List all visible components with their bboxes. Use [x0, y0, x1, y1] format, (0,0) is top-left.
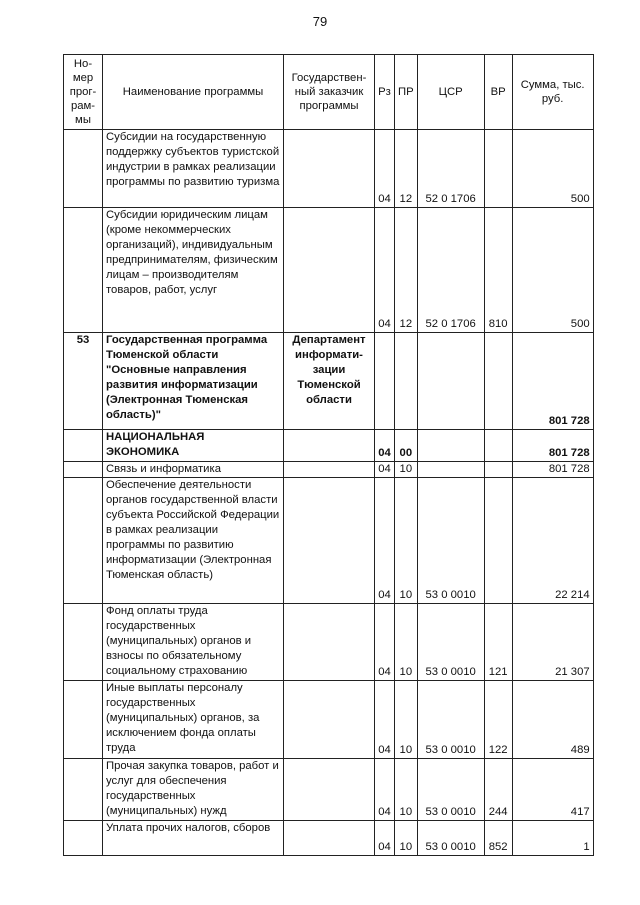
header-program-number: Но-мер прог-рам-мы: [64, 55, 103, 130]
row-csr: 52 0 1706: [417, 130, 484, 208]
row-customer: [284, 604, 375, 681]
header-csr: ЦСР: [417, 55, 484, 130]
header-rz: Рз: [375, 55, 395, 130]
row-program-number: 53: [64, 333, 103, 430]
row-customer: Департамент информати-зации Тюменской области: [284, 333, 375, 430]
row-csr: 53 0 0010: [417, 478, 484, 604]
row-rz: 04: [375, 759, 395, 821]
row-program-name: Иные выплаты персоналу государственных (муниципальных) органов, за исключением фонда оплаты труда: [103, 681, 284, 759]
row-vr: 121: [484, 604, 512, 681]
row-vr: [484, 478, 512, 604]
header-program-name: Наименование программы: [103, 55, 284, 130]
row-program-number: [64, 208, 103, 333]
table-row-program: [64, 333, 594, 430]
table-row: [64, 681, 594, 759]
row-rz: 04: [375, 681, 395, 759]
row-program-name: Связь и информатика: [103, 462, 284, 478]
row-vr: [484, 130, 512, 208]
row-customer: [284, 681, 375, 759]
row-vr: [484, 333, 512, 430]
table-header-row: [64, 55, 594, 130]
row-pr: 10: [395, 462, 418, 478]
row-vr: 810: [484, 208, 512, 333]
row-program-number: [64, 430, 103, 462]
row-csr: 53 0 0010: [417, 604, 484, 681]
row-customer: [284, 130, 375, 208]
header-customer: Государствен-ный заказчик программы: [284, 55, 375, 130]
table-row: [64, 759, 594, 821]
row-program-number: [64, 821, 103, 856]
row-rz: 04: [375, 462, 395, 478]
row-program-number: [64, 759, 103, 821]
row-sum: 500: [512, 130, 593, 208]
row-program-name: Прочая закупка товаров, работ и услуг для обеспечения государственных (муниципальных) нужд: [103, 759, 284, 821]
row-pr: 12: [395, 208, 418, 333]
row-rz: 04: [375, 430, 395, 462]
table-row: [64, 821, 594, 856]
row-csr: 53 0 0010: [417, 821, 484, 856]
row-customer: [284, 462, 375, 478]
row-pr: 10: [395, 821, 418, 856]
row-program-name: Субсидии на государственную поддержку субъектов туристской индустрии в рамках реализации программы по развитию туризма: [103, 130, 284, 208]
row-program-number: [64, 130, 103, 208]
row-csr: 52 0 1706: [417, 208, 484, 333]
row-customer: [284, 208, 375, 333]
row-pr: 10: [395, 759, 418, 821]
row-program-number: [64, 462, 103, 478]
table-row: [64, 478, 594, 604]
row-rz: [375, 333, 395, 430]
header-pr: ПР: [395, 55, 418, 130]
row-customer: [284, 430, 375, 462]
row-sum: 801 728: [512, 333, 593, 430]
table-row-section: [64, 430, 594, 462]
row-vr: 244: [484, 759, 512, 821]
row-pr: 10: [395, 604, 418, 681]
header-vr: ВР: [484, 55, 512, 130]
row-sum: 500: [512, 208, 593, 333]
row-program-name: Обеспечение деятельности органов государственной власти субъекта Российской Федерации в рамках реализации программы по развитию информатизации (Электронная Тюменская область): [103, 478, 284, 604]
page-number: 79: [312, 14, 328, 29]
row-rz: 04: [375, 208, 395, 333]
table-row: [64, 604, 594, 681]
row-rz: 04: [375, 130, 395, 208]
row-vr: [484, 462, 512, 478]
row-sum: 21 307: [512, 604, 593, 681]
row-program-name: НАЦИОНАЛЬНАЯ ЭКОНОМИКА: [103, 430, 284, 462]
budget-program-table: [63, 54, 594, 856]
row-program-name: Фонд оплаты труда государственных (муниципальных) органов и взносы по обязательному социальному страхованию: [103, 604, 284, 681]
row-sum: 801 728: [512, 462, 593, 478]
row-pr: [395, 333, 418, 430]
row-pr: 12: [395, 130, 418, 208]
row-program-number: [64, 478, 103, 604]
row-csr: [417, 462, 484, 478]
row-csr: [417, 333, 484, 430]
row-program-name: Государственная программа Тюменской области "Основные направления развития информатизации (Электронная Тюменская область)": [103, 333, 284, 430]
row-program-number: [64, 604, 103, 681]
row-vr: [484, 430, 512, 462]
table-row: [64, 208, 594, 333]
header-sum: Сумма, тыс. руб.: [512, 55, 593, 130]
row-sum: 1: [512, 821, 593, 856]
row-csr: 53 0 0010: [417, 759, 484, 821]
row-pr: 00: [395, 430, 418, 462]
row-vr: 122: [484, 681, 512, 759]
row-rz: 04: [375, 821, 395, 856]
row-pr: 10: [395, 681, 418, 759]
row-rz: 04: [375, 478, 395, 604]
row-customer: [284, 478, 375, 604]
row-pr: 10: [395, 478, 418, 604]
row-sum: 801 728: [512, 430, 593, 462]
row-program-name: Уплата прочих налогов, сборов: [103, 821, 284, 856]
table-row: [64, 130, 594, 208]
table-row-subsection: [64, 462, 594, 478]
row-program-name: Субсидии юридическим лицам (кроме некоммерческих организаций), индивидуальным предпринимателям, физическим лицам – производителям товаров, работ, услуг: [103, 208, 284, 333]
row-rz: 04: [375, 604, 395, 681]
row-sum: 417: [512, 759, 593, 821]
row-customer: [284, 821, 375, 856]
row-csr: [417, 430, 484, 462]
row-sum: 489: [512, 681, 593, 759]
row-sum: 22 214: [512, 478, 593, 604]
row-vr: 852: [484, 821, 512, 856]
row-customer: [284, 759, 375, 821]
row-program-number: [64, 681, 103, 759]
row-csr: 53 0 0010: [417, 681, 484, 759]
